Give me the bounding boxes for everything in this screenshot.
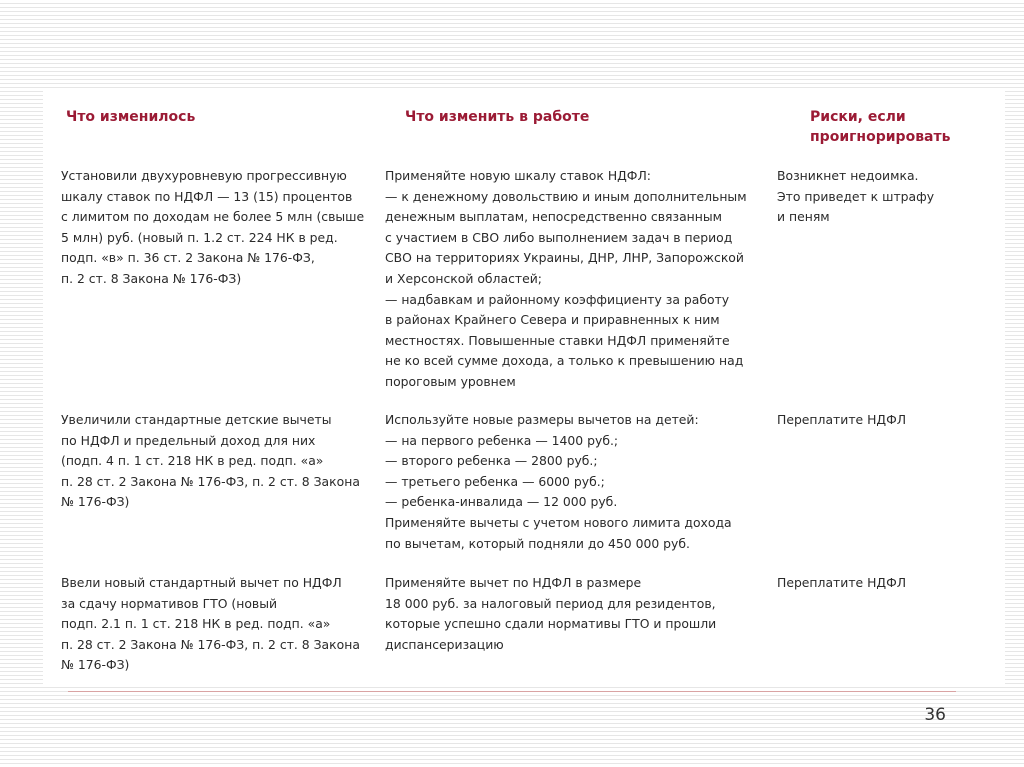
row-2-changed: Увеличили стандартные детские вычеты по НДФЛ и предельный доход для них (подп. 4 п. 1 ст. 218 НК в ред. подп. «а» п. 28 ст. 2 Закона № 176-ФЗ, п. 2 ст. 8 Закона № 176-ФЗ) (61, 412, 360, 510)
column-header-risk: Риски, если проигнорировать (810, 109, 951, 145)
row-3-action: Применяйте вычет по НДФЛ в размере 18 000 руб. за налоговый период для резидентов, которые успешно сдали нормативы ГТО и прошли диспансеризацию (385, 575, 717, 652)
row-3-changed: Ввели новый стандартный вычет по НДФЛ за сдачу нормативов ГТО (новый подп. 2.1 п. 1 ст. 218 НК в ред. подп. «а» п. 28 ст. 2 Закона № 176-ФЗ, п. 2 ст. 8 Закона № 176-ФЗ) (61, 575, 360, 673)
row-1-action: Применяйте новую шкалу ставок НДФЛ: — к денежному довольствию и иным дополнительным денежным выплатам, непосредственно связанным с участием в СВО либо выполнением задач в период СВО на территориях Украины, ДНР, ЛНР, Запорожской и Херсонской областей; — надбавкам и районному коэффициенту за работу в районах Крайнего Севера и приравненных к ним местностях. Повышенные ставки НДФЛ применяйте не ко всей сумме дохода, а только к превышению над пороговым уровнем (385, 168, 747, 389)
page-number: 36 (924, 705, 946, 725)
column-header-changed: Что изменилось (66, 109, 196, 125)
row-2-risk: Переплатите НДФЛ (777, 412, 907, 427)
column-header-action: Что изменить в работе (405, 109, 590, 125)
row-1-changed: Установили двухуровневую прогрессивную шкалу ставок по НДФЛ — 13 (15) процентов с лимитом по доходам не более 5 млн (свыше 5 млн) руб. (новый п. 1.2 ст. 224 НК в ред. подп. «в» п. 36 ст. 2 Закона № 176-ФЗ, п. 2 ст. 8 Закона № 176-ФЗ) (61, 168, 365, 286)
footer-divider (68, 691, 956, 692)
row-1-risk: Возникнет недоимка. Это приведет к штрафу и пеням (777, 168, 935, 225)
row-2-action: Используйте новые размеры вычетов на детей: — на первого ребенка — 1400 руб.; — второго ребенка — 2800 руб.; — третьего ребенка — 6000 руб.; — ребенка-инвалида — 12 000 руб. Применяйте вычеты с учетом нового лимита дохода по вычетам, который подняли до 450 000 руб. (385, 412, 732, 551)
row-3-risk: Переплатите НДФЛ (777, 575, 907, 590)
